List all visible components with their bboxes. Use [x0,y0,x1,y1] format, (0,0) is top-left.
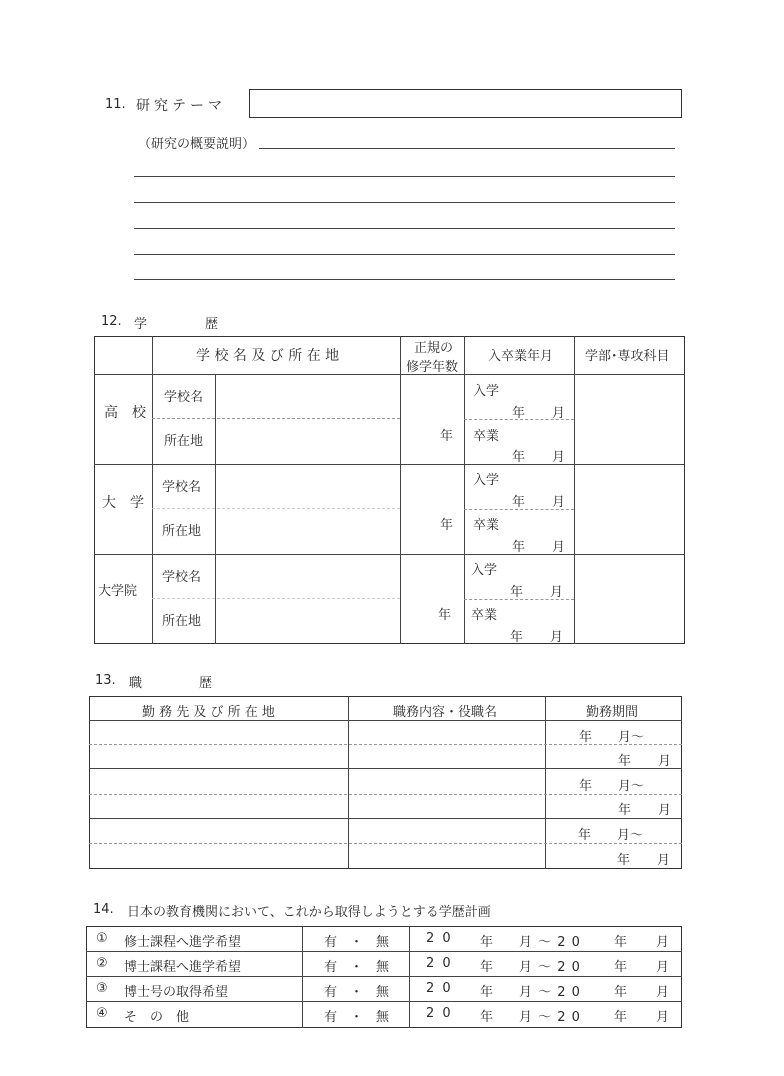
col-divider-label [215,374,216,644]
from-year-prefix: 2 0 [426,981,453,996]
graduate-month-unit: 月 [552,540,566,555]
period-from-year-unit: 年 [579,730,593,745]
col-divider-major [574,336,575,644]
duty-field[interactable] [351,771,541,815]
research-theme-field[interactable] [249,89,682,118]
to-month-unit: 月 [656,960,670,975]
col-divider-yesno [302,926,303,1028]
summary-line-1[interactable] [259,148,675,149]
to-year-unit: 年 [614,985,628,1000]
enter-month-unit: 月 [550,585,564,600]
yes-option[interactable]: 有 [324,960,338,975]
row-marker: ② [96,956,108,971]
period-from-year-unit: 年 [579,779,593,794]
summary-line-5[interactable] [134,254,675,255]
category-label: 高 校 [104,405,146,421]
dates-divider [464,509,574,510]
header-workplace: 勤 務 先 及 び 所 在 地 [142,705,275,720]
col-divider-period [409,926,410,1028]
period-to-year-unit: 年 [617,853,631,868]
education-title-b: 歴 [205,317,219,332]
education-plan-title: 日本の教育機関において、これから取得しようとする学歴計画 [127,905,491,920]
enter-month-unit: 月 [552,495,566,510]
duty-field[interactable] [351,722,541,766]
section-12-number: 12. [101,314,122,329]
period-to-year-unit: 年 [618,754,632,769]
period-from-year-unit: 年 [578,828,592,843]
to-month-unit: 月 [656,1010,670,1025]
major-field[interactable] [577,468,681,550]
research-summary-label: （研究の概要説明） [138,137,256,152]
dates-divider [464,599,574,600]
research-theme-label: 研究テーマ [136,98,226,114]
career-title-a: 職 [129,676,143,691]
graduate-month-unit: 月 [552,450,566,465]
row-marker: ① [96,931,108,946]
years-unit: 年 [438,608,452,623]
from-year-unit: 年 [480,985,494,1000]
section-11-number: 11. [105,97,126,112]
to-year-unit: 年 [614,1010,628,1025]
enter-year-unit: 年 [510,585,524,600]
from-month-to-year: 月 ～ 2 0 [519,1010,581,1025]
plan-label: 修士課程へ進学希望 [124,935,242,950]
col-divider-years [400,336,401,644]
period-to-year-unit: 年 [618,803,632,818]
major-field[interactable] [577,378,681,460]
school-name-field[interactable] [218,558,396,594]
row-divider-1 [86,951,682,952]
yes-option[interactable]: 有 [324,1010,338,1025]
address-label: 所在地 [162,524,202,539]
section-14-number: 14. [93,902,114,917]
section-13-number: 13. [95,673,116,688]
to-year-unit: 年 [614,935,628,950]
school-name-label: 学校名 [164,390,204,405]
enter-year-unit: 年 [512,406,526,421]
from-year-prefix: 2 0 [426,956,453,971]
school-name-field[interactable] [218,378,396,414]
yes-option[interactable]: 有 [324,935,338,950]
enter-label: 入学 [473,473,500,488]
years-unit: 年 [440,429,454,444]
enter-month-unit: 月 [552,406,566,421]
period-to-month-unit: 月 [658,803,672,818]
row-divider-1 [89,768,682,769]
no-option[interactable]: 無 [376,1010,390,1025]
separator-dot: ・ [350,985,364,1000]
to-month-unit: 月 [656,935,670,950]
no-option[interactable]: 無 [376,935,390,950]
yes-option[interactable]: 有 [324,985,338,1000]
plan-label: 博士号の取得希望 [124,985,229,1000]
row-marker: ④ [96,1006,108,1021]
period-from-month-unit: 月～ [618,779,645,794]
school-address-divider [152,598,400,599]
school-name-label: 学校名 [162,480,202,495]
header-years-2: 修学年数 [406,360,459,375]
enter-label: 入学 [473,384,500,399]
separator-dot: ・ [350,960,364,975]
category-label: 大学院 [98,584,138,599]
header-major: 学部･専攻科目 [585,349,670,364]
no-option[interactable]: 無 [376,985,390,1000]
school-name-label: 学校名 [162,570,202,585]
period-to-month-unit: 月 [658,754,672,769]
category-label: 大 学 [102,495,144,511]
summary-line-2[interactable] [134,176,675,177]
plan-label: 博士課程へ進学希望 [124,960,242,975]
from-month-to-year: 月 ～ 2 0 [519,935,581,950]
career-title-b: 歴 [199,676,213,691]
graduate-year-unit: 年 [512,540,526,555]
from-year-prefix: 2 0 [426,931,453,946]
workplace-field[interactable] [92,722,344,766]
separator-dot: ・ [350,1010,364,1025]
school-address-field[interactable] [218,422,396,460]
row-divider-3 [86,1001,682,1002]
header-divider [94,374,685,375]
address-label: 所在地 [162,614,202,629]
duty-field[interactable] [351,821,541,865]
header-dates: 入卒業年月 [488,349,554,364]
to-month-unit: 月 [656,985,670,1000]
address-label: 所在地 [164,434,204,449]
education-title-a: 学 [134,317,148,332]
plan-label: そ の 他 [124,1010,190,1025]
header-period: 勤務期間 [586,705,639,720]
from-year-prefix: 2 0 [426,1006,453,1021]
period-from-month-unit: 月～ [618,730,645,745]
from-month-to-year: 月 ～ 2 0 [519,960,581,975]
summary-line-3[interactable] [134,202,675,203]
period-to-month-unit: 月 [657,853,671,868]
graduate-label: 卒業 [471,608,498,623]
graduate-label: 卒業 [473,429,500,444]
summary-line-4[interactable] [134,228,675,229]
school-address-divider [152,418,400,419]
header-divider [89,720,682,721]
enter-label: 入学 [471,563,498,578]
from-year-unit: 年 [480,960,494,975]
enter-year-unit: 年 [512,495,526,510]
row-divider-2 [89,818,682,819]
graduate-label: 卒業 [473,518,500,533]
row-divider-2 [94,554,685,555]
school-name-field[interactable] [218,468,396,504]
school-address-divider [152,508,400,509]
header-years-1: 正規の [414,341,454,356]
from-month-to-year: 月 ～ 2 0 [519,985,581,1000]
header-duty: 職務内容・役職名 [393,705,498,720]
row-divider-1 [94,464,685,465]
period-from-month-unit: 月～ [617,828,644,843]
separator-dot: ・ [350,935,364,950]
major-field[interactable] [577,558,681,640]
workplace-field[interactable] [92,821,344,865]
from-year-unit: 年 [480,1010,494,1025]
summary-line-6[interactable] [134,279,675,280]
dates-divider [464,419,574,420]
graduate-year-unit: 年 [510,630,524,645]
years-unit: 年 [440,518,454,533]
row-marker: ③ [96,981,108,996]
col-divider-dates [464,336,465,644]
graduate-year-unit: 年 [512,450,526,465]
to-year-unit: 年 [614,960,628,975]
from-year-unit: 年 [480,935,494,950]
school-address-field[interactable] [218,512,396,550]
no-option[interactable]: 無 [376,960,390,975]
header-school: 学 校 名 及 び 所 在 地 [196,348,340,364]
school-address-field[interactable] [218,602,396,640]
graduate-month-unit: 月 [550,630,564,645]
workplace-field[interactable] [92,771,344,815]
row-divider-2 [86,976,682,977]
